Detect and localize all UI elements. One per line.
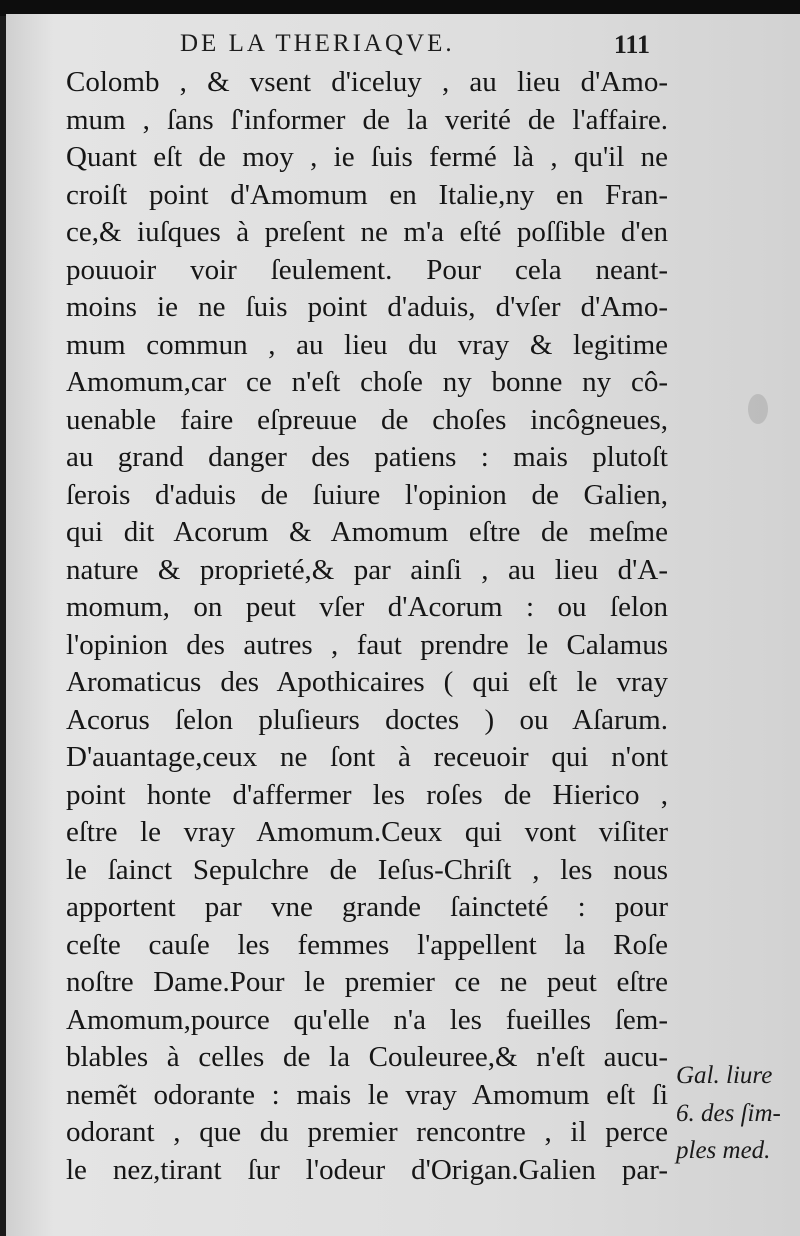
text-line: Colomb , & vsent d'iceluy , au lieu d'Amo- xyxy=(66,66,668,98)
text-line: nemẽt odorante : mais le vray Amomum eſt ſi xyxy=(66,1078,668,1111)
margin-note xyxy=(676,1057,796,1170)
text-line: noſtre Dame.Pour le premier ce ne peut eſtre xyxy=(66,966,668,998)
text-line: moins ie ne ſuis point d'aduis, d'vſer d'Amo- xyxy=(66,291,668,323)
text-line: ceſte cauſe les femmes l'appellent la Roſe xyxy=(66,928,668,961)
text-line: au grand danger des patiens : mais plutoſt xyxy=(66,441,668,473)
text-line: momum, on peut vſer d'Acorum : ou ſelon xyxy=(66,591,668,623)
text-line: apportent par vne grande ſaincteté : pour xyxy=(66,891,668,923)
text-line: qui dit Acorum & Amomum eſtre de meſme xyxy=(66,516,668,548)
text-line: ſerois d'aduis de ſuiure l'opinion de Galien, xyxy=(66,478,668,511)
text-line: ce,& iuſques à preſent ne m'a eſté poſſible d'en xyxy=(66,216,668,248)
text-line: point honte d'affermer les roſes de Hierico , xyxy=(66,778,668,811)
text-line: Quant eſt de moy , ie ſuis fermé là , qu'il ne xyxy=(66,141,668,173)
body-text xyxy=(66,64,668,1189)
page-number: 111 xyxy=(613,30,650,59)
text-line: Acorus ſelon pluſieurs doctes ) ou Aſarum. xyxy=(66,703,668,736)
text-line: eſtre le vray Amomum.Ceux qui vont viſiter xyxy=(66,816,668,848)
text-line: nature & proprieté,& par ainſi , au lieu d'A- xyxy=(66,553,668,586)
text-line: Amomum,car ce n'eſt choſe ny bonne ny cô- xyxy=(66,366,668,398)
page-stain xyxy=(748,394,768,424)
text-line: D'auantage,ceux ne ſont à receuoir qui n'ont xyxy=(66,741,668,773)
text-line: odorant , que du premier rencontre , il perce xyxy=(66,1116,668,1148)
text-line: le nez,tirant ſur l'odeur d'Origan.Galien par- xyxy=(66,1153,668,1186)
margin-note-line: 6. des ſim- xyxy=(676,1099,781,1127)
text-line: blables à celles de la Couleuree,& n'eſt aucu- xyxy=(66,1041,668,1073)
text-line: croiſt point d'Amomum en Italie,ny en Fran- xyxy=(66,178,668,211)
page-header xyxy=(180,30,650,66)
text-line: Amomum,pource qu'elle n'a les fueilles ſem- xyxy=(66,1003,668,1036)
margin-note-line: ples med. xyxy=(676,1137,771,1164)
text-line: mum commun , au lieu du vray & legitime xyxy=(66,328,668,361)
text-line: Aromaticus des Apothicaires ( qui eſt le vray xyxy=(66,666,668,698)
text-line: uenable faire eſpreuue de choſes incôgneues, xyxy=(66,403,668,436)
text-line: mum , ſans ſ'informer de la verité de l'affaire. xyxy=(66,103,668,136)
text-line: l'opinion des autres , faut prendre le Calamus xyxy=(66,628,668,661)
text-line: le ſainct Sepulchre de Ieſus-Chriſt , les nous xyxy=(66,853,668,886)
running-title: DE LA THERIAQVE. xyxy=(180,30,455,57)
margin-note-line: Gal. liure xyxy=(676,1062,773,1089)
text-line: pouuoir voir ſeulement. Pour cela neant- xyxy=(66,253,668,286)
